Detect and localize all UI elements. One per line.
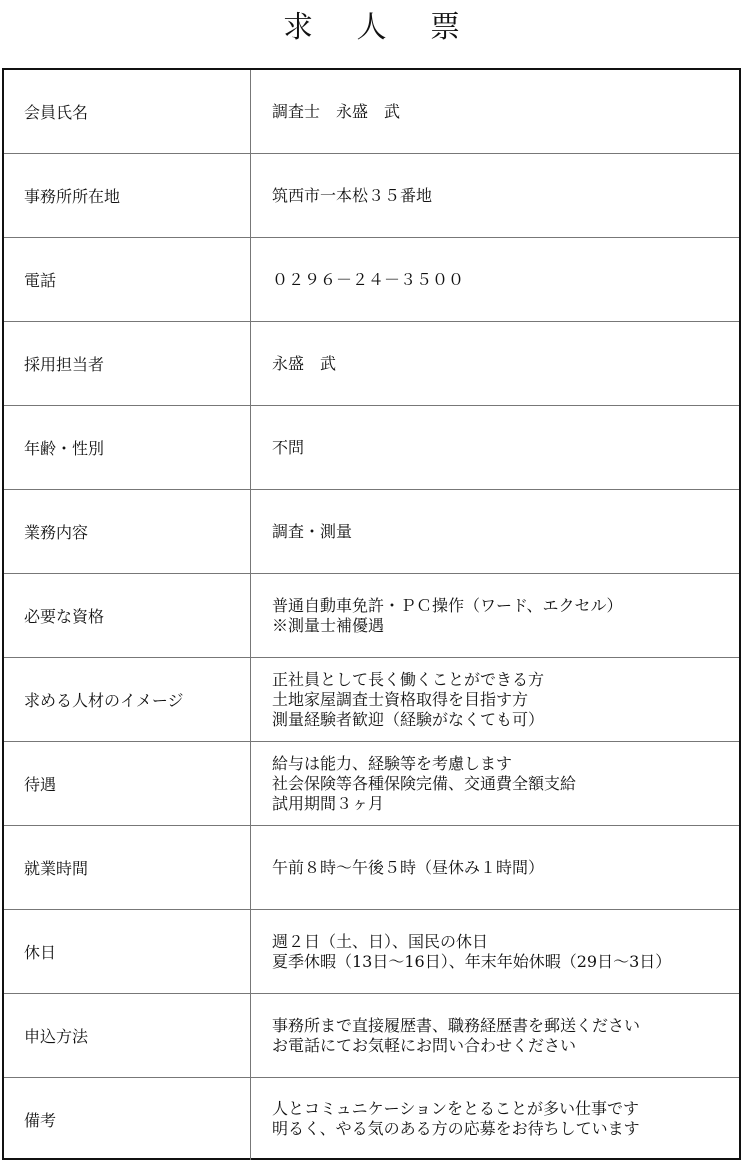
row-value (251, 574, 739, 657)
value-line: ０２９６－２４－３５００ (272, 269, 465, 289)
row-label: 業務内容 (4, 490, 251, 573)
value-line: ※測量士補優遇 (272, 615, 385, 635)
value-line: 試用期間３ヶ月 (272, 793, 385, 813)
value-line: お電話にてお気軽にお問い合わせください (272, 1035, 577, 1055)
row-label: 就業時間 (4, 826, 251, 909)
row-value (251, 490, 739, 573)
row-recruiter (4, 322, 739, 406)
row-value (251, 238, 739, 321)
row-label: 待遇 (4, 742, 251, 825)
value-line: 明るく、やる気のある方の応募をお待ちしています (272, 1119, 640, 1138)
row-member-name (4, 70, 739, 154)
value-line: 不問 (272, 437, 305, 457)
value-line: 人とコミュニケーションをとることが多い仕事です (272, 1099, 640, 1118)
value-line: 事務所まで直接履歴書、職務経歴書を郵送ください (272, 1015, 641, 1035)
row-label: 会員氏名 (4, 70, 251, 153)
row-value (251, 406, 739, 489)
row-phone (4, 238, 739, 322)
row-application-method (4, 994, 739, 1078)
row-label: 採用担当者 (4, 322, 251, 405)
row-job-description (4, 490, 739, 574)
value-line: 正社員として長く働くことができる方 (272, 669, 545, 689)
row-value (251, 742, 739, 825)
row-value (251, 154, 739, 237)
row-required-qualifications (4, 574, 739, 658)
row-ideal-candidate (4, 658, 739, 742)
row-label: 電話 (4, 238, 251, 321)
value-line: 社会保険等各種保険完備、交通費全額支給 (272, 773, 577, 793)
row-label: 求める人材のイメージ (4, 658, 251, 741)
row-value (251, 826, 739, 909)
row-value (251, 70, 739, 153)
value-line: 給与は能力、経験等を考慮します (272, 753, 513, 773)
row-holidays (4, 910, 739, 994)
row-label: 必要な資格 (4, 574, 251, 657)
row-value (251, 1078, 739, 1160)
value-line: 午前８時～午後５時（昼休み１時間） (272, 857, 545, 877)
row-remarks (4, 1078, 739, 1160)
value-line: 調査士 永盛 武 (272, 101, 401, 121)
row-office-address (4, 154, 739, 238)
value-line: 週２日（土、日）、国民の休日 (272, 931, 489, 951)
row-label: 事務所所在地 (4, 154, 251, 237)
row-value (251, 658, 739, 741)
row-value (251, 910, 739, 993)
value-line: 夏季休暇（13日～16日）、年末年始休暇（29日～3日） (272, 951, 672, 971)
value-line: 土地家屋調査士資格取得を目指す方 (272, 689, 529, 709)
value-line: 測量経験者歓迎（経験がなくても可） (272, 709, 545, 729)
row-value (251, 994, 739, 1077)
row-label: 備考 (4, 1078, 251, 1160)
job-posting-table (2, 68, 741, 1160)
row-label: 申込方法 (4, 994, 251, 1077)
row-label: 休日 (4, 910, 251, 993)
value-line: 筑西市一本松３５番地 (272, 185, 433, 205)
document-title: 求 人 票 (282, 10, 463, 45)
row-age-gender (4, 406, 739, 490)
value-line: 永盛 武 (272, 353, 337, 373)
value-line: 普通自動車免許・ＰＣ操作（ワード、エクセル） (272, 595, 623, 615)
row-label: 年齢・性別 (4, 406, 251, 489)
row-value (251, 322, 739, 405)
value-line: 調査・測量 (272, 521, 353, 541)
row-benefits (4, 742, 739, 826)
row-working-hours (4, 826, 739, 910)
